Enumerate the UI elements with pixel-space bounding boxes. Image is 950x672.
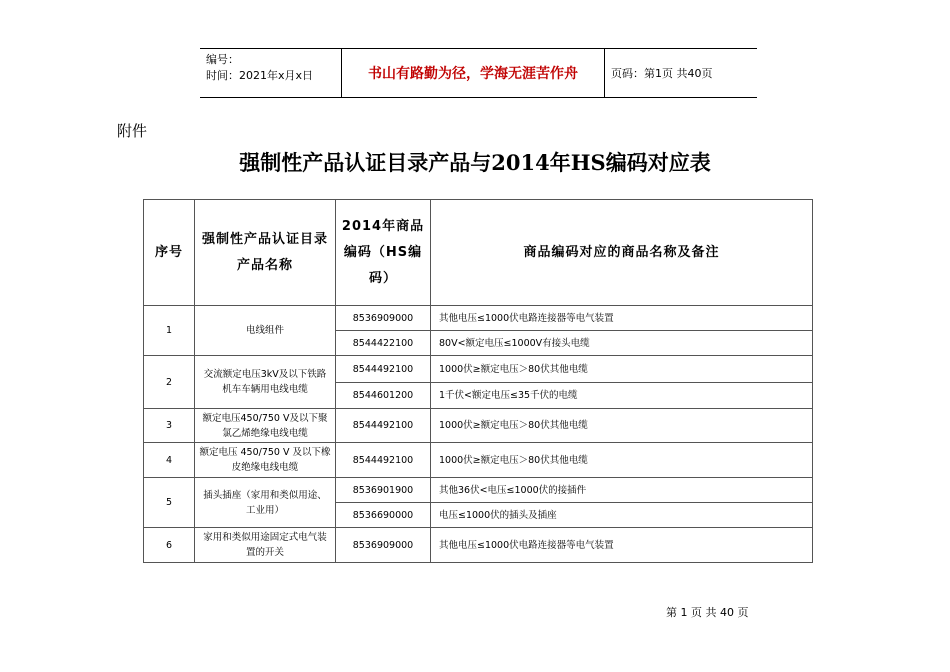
cell-desc: 1000伏≥额定电压＞80伏其他电缆 bbox=[431, 356, 813, 383]
table-row bbox=[144, 306, 813, 331]
header-page-info: 页码：第1页 共40页 bbox=[611, 67, 713, 80]
cell-product: 交流额定电压3kV及以下铁路机车车辆用电线电缆 bbox=[195, 356, 336, 409]
cell-product: 家用和类似用途固定式电气装置的开关 bbox=[195, 528, 336, 563]
page-footer: 第 1 页 共 40 页 bbox=[666, 606, 749, 619]
cell-product: 插头插座（家用和类似用途、工业用） bbox=[195, 478, 336, 528]
table-row bbox=[144, 478, 813, 503]
cell-product: 电线组件 bbox=[195, 306, 336, 356]
cell-seq: 2 bbox=[144, 356, 195, 409]
document-title: 强制性产品认证目录产品与2014年HS编码对应表 bbox=[239, 150, 711, 175]
cell-hs-code: 8544492100 bbox=[336, 409, 431, 443]
cell-hs-code: 8544601200 bbox=[336, 383, 431, 409]
header-motto: 书山有路勤为径，学海无涯苦作舟 bbox=[341, 49, 605, 97]
table-row bbox=[144, 528, 813, 563]
cell-desc: 1000伏≥额定电压＞80伏其他电缆 bbox=[431, 409, 813, 443]
table-row bbox=[144, 409, 813, 443]
cell-seq: 4 bbox=[144, 443, 195, 478]
header-hs-code: 2014年商品编码（HS编码） bbox=[336, 200, 431, 306]
header-left bbox=[206, 52, 313, 84]
table-row bbox=[144, 443, 813, 478]
table-body bbox=[144, 306, 813, 563]
cell-seq: 5 bbox=[144, 478, 195, 528]
serial-label: 编号： bbox=[206, 53, 239, 66]
cell-desc: 其他电压≤1000伏电路连接器等电气装置 bbox=[431, 306, 813, 331]
cell-hs-code: 8544492100 bbox=[336, 443, 431, 478]
cell-seq: 6 bbox=[144, 528, 195, 563]
cell-hs-code: 8536690000 bbox=[336, 503, 431, 528]
table-row bbox=[144, 356, 813, 383]
cell-desc: 80V<额定电压≤1000V有接头电缆 bbox=[431, 331, 813, 356]
cell-desc: 其他电压≤1000伏电路连接器等电气装置 bbox=[431, 528, 813, 563]
cell-desc: 其他36伏<电压≤1000伏的接插件 bbox=[431, 478, 813, 503]
cell-desc: 电压≤1000伏的插头及插座 bbox=[431, 503, 813, 528]
cell-seq: 1 bbox=[144, 306, 195, 356]
hs-code-table bbox=[143, 199, 813, 563]
cell-product: 额定电压 450/750 V 及以下橡皮绝缘电线电缆 bbox=[195, 443, 336, 478]
cell-hs-code: 8536909000 bbox=[336, 306, 431, 331]
cell-hs-code: 8536909000 bbox=[336, 528, 431, 563]
header-desc: 商品编码对应的商品名称及备注 bbox=[431, 200, 813, 306]
cell-seq: 3 bbox=[144, 409, 195, 443]
attachment-label: 附件 bbox=[117, 122, 148, 140]
cell-hs-code: 8536901900 bbox=[336, 478, 431, 503]
date-label: 时间：2021年x月x日 bbox=[206, 69, 314, 82]
cell-desc: 1000伏≥额定电压＞80伏其他电缆 bbox=[431, 443, 813, 478]
cell-hs-code: 8544492100 bbox=[336, 356, 431, 383]
cell-hs-code: 8544422100 bbox=[336, 331, 431, 356]
page-header bbox=[200, 48, 757, 98]
cell-desc: 1千伏<额定电压≤35千伏的电缆 bbox=[431, 383, 813, 409]
cell-product: 额定电压450/750 V及以下聚氯乙烯绝缘电线电缆 bbox=[195, 409, 336, 443]
header-seq: 序号 bbox=[144, 200, 195, 306]
header-product: 强制性产品认证目录产品名称 bbox=[195, 200, 336, 306]
